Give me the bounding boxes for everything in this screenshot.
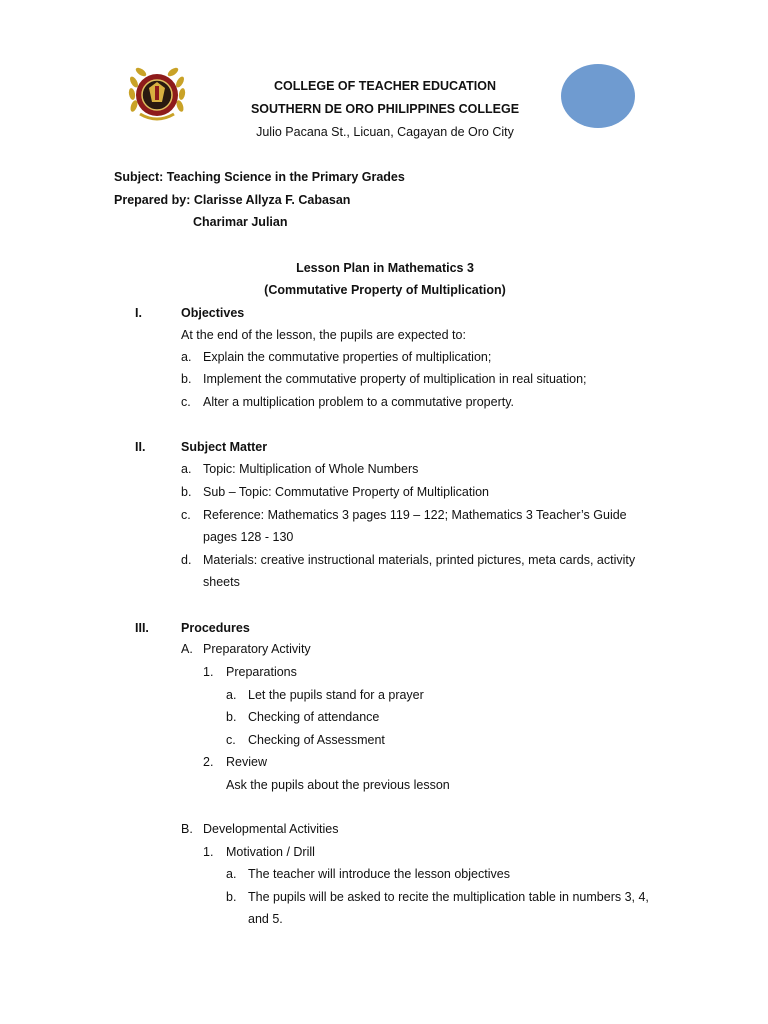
subject-matter-item: Sub – Topic: Commutative Property of Multiplication — [203, 485, 490, 499]
objective-item: Explain the commutative properties of multiplication; — [203, 350, 492, 364]
procedure-step: Preparatory Activity — [203, 642, 311, 656]
subject-matter-item: Topic: Multiplication of Whole Numbers — [203, 462, 419, 476]
subject-matter-item: Materials: creative instructional materials, printed pictures, meta cards, activity — [203, 553, 636, 567]
section-numeral: I. — [135, 306, 142, 320]
subject-matter-item: Reference: Mathematics 3 pages 119 – 122; Mathematics 3 Teacher’s Guide — [203, 508, 627, 522]
objectives-intro: At the end of the lesson, the pupils are expected to: — [181, 328, 466, 342]
procedure-item: Let the pupils stand for a prayer — [248, 688, 424, 702]
procedure-substep: Preparations — [226, 665, 297, 679]
list-marker: A. — [181, 642, 193, 656]
list-marker: c. — [226, 733, 236, 747]
school-name: SOUTHERN DE ORO PHILIPPINES COLLEGE — [250, 102, 520, 116]
school-seal-icon — [126, 64, 188, 126]
list-marker: c. — [181, 508, 191, 522]
list-marker: b. — [181, 485, 192, 499]
objectives-heading: Objectives — [181, 306, 245, 320]
procedure-step: Developmental Activities — [203, 822, 339, 836]
subject-matter-heading: Subject Matter — [181, 440, 268, 454]
list-marker: b. — [226, 710, 237, 724]
prepared-by-line: Prepared by: Clarisse Allyza F. Cabasan — [114, 193, 351, 207]
lesson-plan-subtitle: (Commutative Property of Multiplication) — [264, 283, 506, 297]
section-numeral: II. — [135, 440, 146, 454]
procedures-heading: Procedures — [181, 621, 250, 635]
procedure-item: The teacher will introduce the lesson objectives — [248, 867, 510, 881]
procedure-item: Checking of Assessment — [248, 733, 385, 747]
list-marker: a. — [181, 462, 192, 476]
procedure-item: Checking of attendance — [248, 710, 380, 724]
list-marker: 2. — [203, 755, 214, 769]
procedure-item-continued: and 5. — [248, 912, 283, 926]
list-marker: 1. — [203, 665, 214, 679]
subject-line: Subject: Teaching Science in the Primary Grades — [114, 170, 405, 184]
college-name: COLLEGE OF TEACHER EDUCATION — [274, 79, 496, 93]
subject-matter-item-continued: sheets — [203, 575, 240, 589]
list-marker: b. — [181, 372, 192, 386]
blue-circle-mark — [561, 64, 635, 128]
procedure-substep: Motivation / Drill — [226, 845, 315, 859]
school-address: Julio Pacana St., Licuan, Cagayan de Oro City — [256, 125, 514, 139]
procedure-item: Ask the pupils about the previous lesson — [226, 778, 450, 792]
subject-matter-item-continued: pages 128 - 130 — [203, 530, 294, 544]
co-author-line: Charimar Julian — [193, 215, 288, 229]
procedure-substep: Review — [226, 755, 267, 769]
list-marker: B. — [181, 822, 193, 836]
list-marker: c. — [181, 395, 191, 409]
list-marker: d. — [181, 553, 192, 567]
lesson-plan-title: Lesson Plan in Mathematics 3 — [296, 261, 474, 275]
objective-item: Implement the commutative property of multiplication in real situation; — [203, 372, 587, 386]
list-marker: a. — [226, 688, 237, 702]
section-numeral: III. — [135, 621, 149, 635]
procedure-item: The pupils will be asked to recite the multiplication table in numbers 3, 4, — [248, 890, 649, 904]
list-marker: a. — [226, 867, 237, 881]
objective-item: Alter a multiplication problem to a commutative property. — [203, 395, 515, 409]
list-marker: b. — [226, 890, 237, 904]
list-marker: a. — [181, 350, 192, 364]
list-marker: 1. — [203, 845, 214, 859]
